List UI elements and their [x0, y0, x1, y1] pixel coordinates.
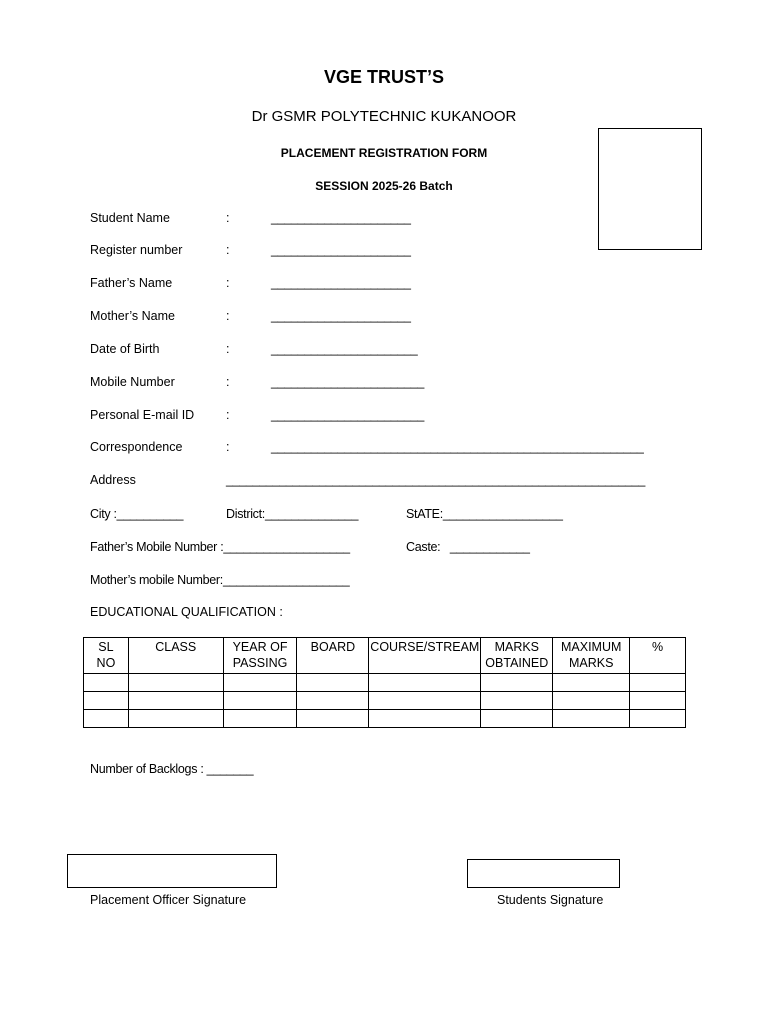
table-cell[interactable]	[223, 710, 297, 728]
table-cell[interactable]	[553, 674, 630, 692]
table-cell[interactable]	[553, 692, 630, 710]
field-label-mothers-name: Mother’s Name	[90, 309, 175, 323]
table-header-row	[84, 638, 686, 674]
table-cell[interactable]	[128, 710, 223, 728]
table-cell[interactable]	[630, 674, 686, 692]
district-field[interactable]: District:______________	[226, 507, 359, 521]
field-label-register-number: Register number	[90, 243, 183, 257]
field-colon: :	[226, 243, 230, 257]
th-board: BOARD	[297, 638, 369, 674]
edu-heading: EDUCATIONAL QUALIFICATION :	[90, 605, 283, 619]
form-title: PLACEMENT REGISTRATION FORM	[280, 146, 488, 160]
fathers-name-field[interactable]: _____________________	[271, 276, 411, 290]
field-colon: :	[226, 440, 230, 454]
photo-box[interactable]	[598, 128, 702, 250]
session-label: SESSION 2025-26 Batch	[315, 179, 453, 193]
trust-title: VGE TRUST’S	[323, 67, 444, 87]
field-colon: :	[226, 309, 230, 323]
field-label-mobile-number: Mobile Number	[90, 375, 175, 389]
field-colon: :	[226, 408, 230, 422]
table-cell[interactable]	[297, 692, 369, 710]
field-label-correspondence: Correspondence	[90, 440, 183, 454]
officer-signature-label: Placement Officer Signature	[90, 893, 247, 907]
th-marks-obtained: MARKS OBTAINED	[481, 638, 553, 674]
student-name-field[interactable]: _____________________	[271, 211, 411, 225]
date-of-birth-field[interactable]: ______________________	[271, 342, 418, 356]
field-label-address: Address	[90, 473, 136, 487]
field-colon: :	[226, 276, 230, 290]
table-cell[interactable]	[553, 710, 630, 728]
email-field[interactable]: _______________________	[271, 408, 424, 422]
field-label-fathers-name: Father’s Name	[90, 276, 173, 290]
fathers-mobile-field[interactable]: Father’s Mobile Number :___________________	[90, 540, 350, 554]
mothers-name-field[interactable]: _____________________	[271, 309, 411, 323]
th-maximum-marks: MAXIMUM MARKS	[553, 638, 630, 674]
student-signature-label: Students Signature	[497, 893, 604, 907]
mothers-mobile-field[interactable]: Mother’s mobile Number:___________________	[90, 573, 350, 587]
field-label-student-name: Student Name	[90, 211, 170, 225]
th-percent: %	[630, 638, 686, 674]
city-field[interactable]: City :__________	[90, 507, 184, 521]
table-cell[interactable]	[630, 710, 686, 728]
th-class: CLASS	[128, 638, 223, 674]
th-year-of-passing: YEAR OF PASSING	[223, 638, 297, 674]
mobile-number-field[interactable]: _______________________	[271, 375, 424, 389]
correspondence-field[interactable]: ________________________________________________________	[271, 440, 644, 454]
table-cell[interactable]	[84, 710, 129, 728]
table-cell[interactable]	[369, 710, 481, 728]
table-cell[interactable]	[128, 674, 223, 692]
table-cell[interactable]	[297, 710, 369, 728]
table-cell[interactable]	[630, 692, 686, 710]
table-cell[interactable]	[369, 692, 481, 710]
field-label-date-of-birth: Date of Birth	[90, 342, 160, 356]
table-cell[interactable]	[369, 674, 481, 692]
table-cell[interactable]	[481, 692, 553, 710]
table-row	[84, 692, 686, 710]
table-cell[interactable]	[223, 692, 297, 710]
officer-signature-box[interactable]	[67, 854, 277, 888]
table-cell[interactable]	[223, 674, 297, 692]
register-number-field[interactable]: _____________________	[271, 243, 411, 257]
field-colon: :	[226, 211, 230, 225]
education-table	[83, 637, 686, 728]
address-field[interactable]: _______________________________________________________________	[226, 473, 646, 487]
field-colon: :	[226, 342, 230, 356]
table-cell[interactable]	[84, 674, 129, 692]
table-row	[84, 710, 686, 728]
field-colon: :	[226, 375, 230, 389]
table-cell[interactable]	[481, 674, 553, 692]
table-cell[interactable]	[481, 710, 553, 728]
state-field[interactable]: StATE:__________________	[406, 507, 563, 521]
table-row	[84, 674, 686, 692]
table-cell[interactable]	[84, 692, 129, 710]
student-signature-box[interactable]	[467, 859, 620, 888]
th-course-stream: COURSE/STREAM	[369, 638, 481, 674]
college-name: Dr GSMR POLYTECHNIC KUKANOOR	[251, 108, 517, 125]
table-cell[interactable]	[297, 674, 369, 692]
field-label-email: Personal E-mail ID	[90, 408, 195, 422]
table-cell[interactable]	[128, 692, 223, 710]
th-sl-no: SL NO	[84, 638, 129, 674]
backlogs-field[interactable]: Number of Backlogs : _______	[90, 762, 254, 776]
caste-field[interactable]: Caste: ____________	[406, 540, 530, 554]
